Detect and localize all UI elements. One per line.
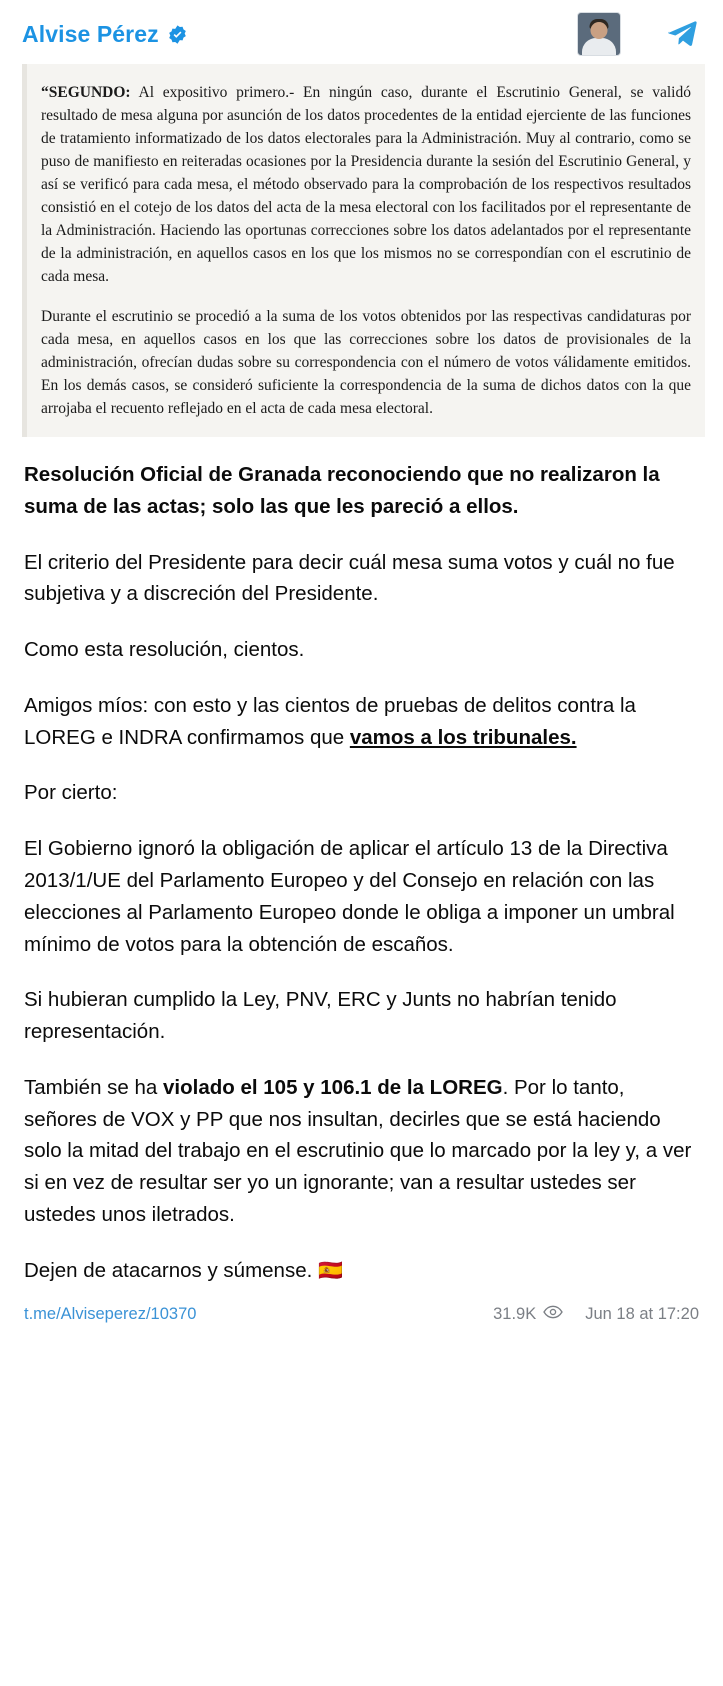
post-timestamp: Jun 18 at 17:20 xyxy=(585,1304,699,1323)
post-paragraph-1: Resolución Oficial de Granada reconociendo que no realizaron la suma de las actas; solo las que les pareció a ellos. xyxy=(24,463,660,518)
post-paragraph-6: El Gobierno ignoró la obligación de aplicar el artículo 13 de la Directiva 2013/1/UE del Parlamento Europeo y del Consejo en relación con las elecciones al Parlamento Europeo donde le obliga a imponer un umbral mínimo de votos para la obtención de escaños. xyxy=(24,837,675,956)
post-paragraph-4-pre: Amigos míos: con esto y las cientos de pruebas de delitos contra la LOREG e INDRA confirmamos que xyxy=(24,693,636,749)
channel-name[interactable]: Alvise Pérez xyxy=(22,20,159,47)
verified-badge-icon xyxy=(167,24,188,45)
post-paragraph-8-bold: violado el 105 y 106.1 de la LOREG xyxy=(163,1075,503,1099)
document-paragraph-2: Durante el escrutinio se procedió a la suma de los votos obtenidos por las respectivas candidaturas por cada mesa, en aquellos casos en los que las correcciones sobre los datos de provisionales de la administración, ofrecían dudas sobre su correspondencia con el número de votos válidamente emitidos. En los demás casos, se consideró suficiente la correspondencia de la suma de dichos datos con la que arrojaba el recuento reflejado en el acta de cada mesa electoral. xyxy=(41,308,691,418)
channel-avatar[interactable] xyxy=(577,12,621,56)
avatar-face-shape xyxy=(591,22,608,39)
post-paragraph-7: Si hubieran cumplido la Ley, PNV, ERC y Junts no habrían tenido representación. xyxy=(24,988,617,1044)
spain-flag-emoji: 🇪🇸 xyxy=(318,1259,343,1282)
post-body xyxy=(0,437,723,1301)
post-paragraph-8-pre: También se ha xyxy=(24,1075,164,1099)
post-paragraph-8-post: . Por lo tanto, señores de VOX y PP que nos insultan, decirles que se está haciendo solo la mitad del trabajo en el escrutinio que lo marcado por la ley y, a ver si en vez de resultar ser yo un ignorante; van a resultar ustedes ser ustedes unos iletrados. xyxy=(24,1075,692,1226)
avatar-body-shape xyxy=(582,38,616,55)
post-paragraph-9-pre: Dejen de atacarnos y súmense. xyxy=(24,1258,318,1282)
document-paragraph-1 xyxy=(41,82,691,288)
document-lead-label: “SEGUNDO: xyxy=(41,84,131,101)
view-count xyxy=(493,1305,563,1324)
post-paragraph-9 xyxy=(24,1255,699,1287)
post-header xyxy=(0,0,723,64)
post-paragraph-4-underlined: vamos a los tribunales. xyxy=(349,725,577,749)
post-paragraph-2: El criterio del Presidente para decir cuál mesa suma votos y cuál no fue subjetiva y a discreción del Presidente. xyxy=(24,550,675,606)
eye-icon xyxy=(543,1305,563,1324)
post-permalink[interactable]: t.me/Alviseperez/10370 xyxy=(24,1304,197,1323)
quoted-document-image[interactable] xyxy=(22,64,705,437)
post-paragraph-3: Como esta resolución, cientos. xyxy=(24,638,305,662)
view-count-value: 31.9K xyxy=(493,1304,537,1323)
post-paragraph-8 xyxy=(24,1072,699,1231)
post-footer xyxy=(0,1301,723,1340)
document-paragraph-1-text: Al expositivo primero.- En ningún caso, durante el Escrutinio General, se validó resultado de mesa alguna por asunción de los datos procedentes de la entidad ejerciente de las funciones de tratamiento informatizado de los datos electorales para la Administración. Muy al contrario, como se puso de manifiesto en reiteradas ocasiones por la Presidencia durante la sesión del Escrutinio General, y así se verificó para cada mesa, el método observado para la comprobación de los respectivos resultados consistió en el cotejo de los datos del acta de la mesa electoral con los facilitados por el representante de la Administración. Haciendo las oportunas correcciones sobre los datos adelantados por el representante de la administración, en aquellos casos en los que los mismos no se correspondían con el escrutinio de cada mesa. xyxy=(41,84,691,285)
post-paragraph-4 xyxy=(24,690,699,754)
post-paragraph-5: Por cierto: xyxy=(24,781,118,805)
telegram-logo-icon[interactable] xyxy=(665,17,699,51)
